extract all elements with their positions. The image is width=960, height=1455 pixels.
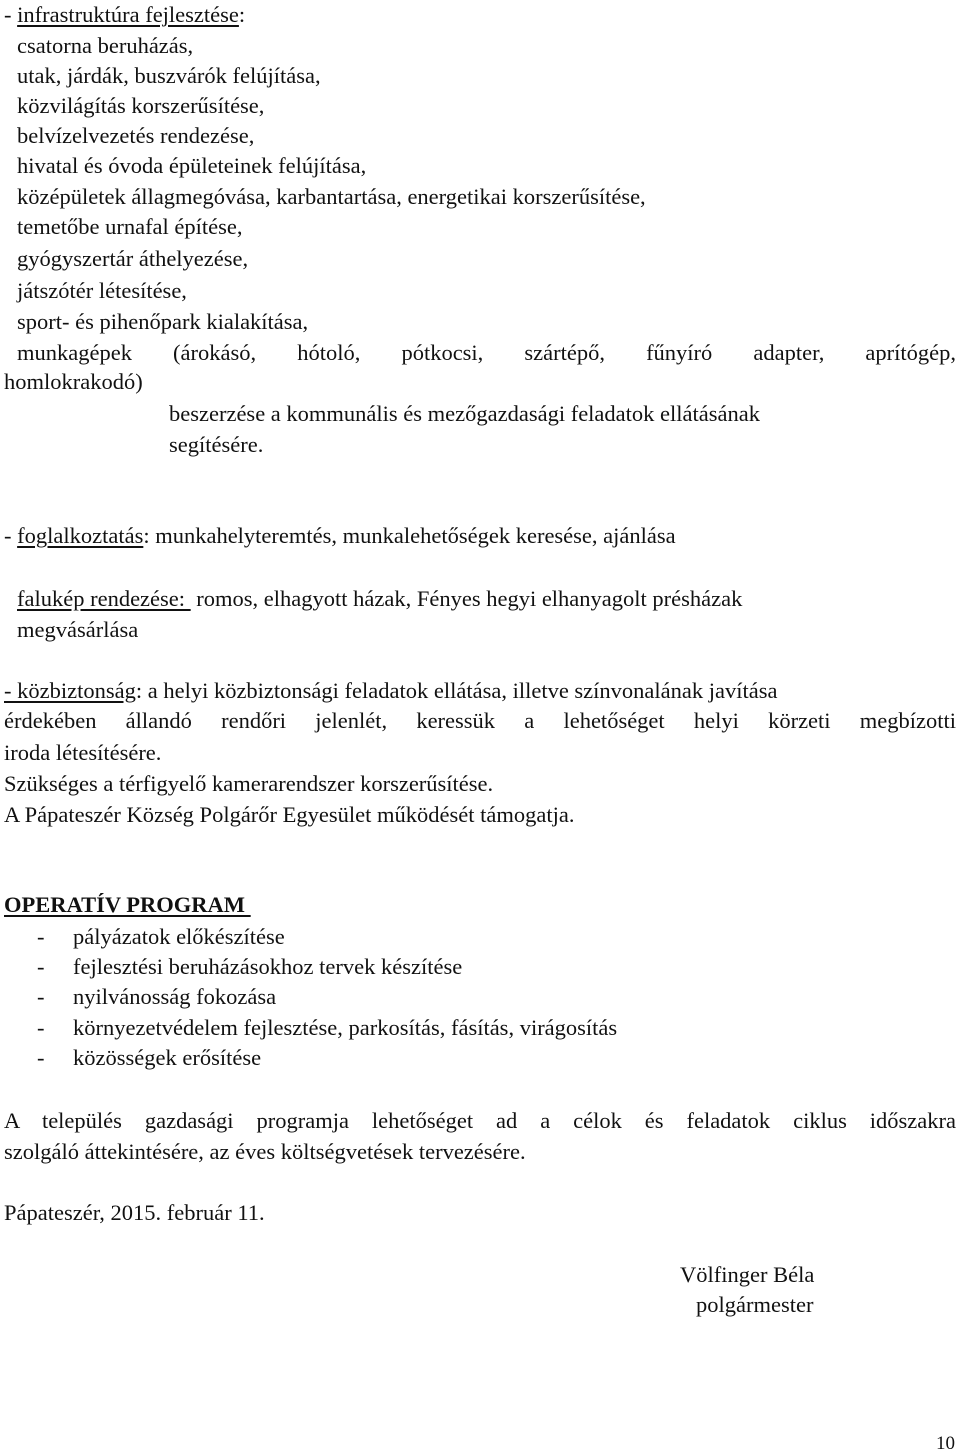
infra-item: utak, járdák, buszvárók felújítása, [17,63,321,88]
place-date: Pápateszér, 2015. február 11. [4,1200,265,1225]
list-dash: - [4,2,18,27]
operative-item: fejlesztési beruházásokhoz tervek készítése [73,954,463,979]
signature-title: polgármester [696,1292,814,1317]
security-line: A Pápateszér Község Polgárőr Egyesület működését támogatja. [4,802,575,827]
employment-title: foglalkoztatás [17,523,144,548]
infra-item: csatorna beruházás, [17,33,194,58]
list-dash: - [37,1045,45,1070]
list-dash: - [4,523,18,548]
infra-colon: : [238,2,246,27]
village-text: romos, elhagyott házak, Fényes hegyi elhanyagolt présházak [190,586,743,611]
infra-item: középületek állagmegóvása, karbantartása, energetikai korszerűsítése, [17,184,646,209]
village-paragraph [17,584,742,614]
infra-item: játszótér létesítése, [17,278,187,303]
infra-machines-line: homlokrakodó) [4,369,143,394]
list-dash: - [37,1015,45,1040]
employment-text: : munkahelyteremtés, munkalehetőségek keresése, ajánlása [143,523,676,548]
page-number: 10 [936,1433,955,1454]
signature-name: Völfinger Béla [680,1262,815,1287]
security-line: Szükséges a térfigyelő kamerarendszer korszerűsítése. [4,771,494,796]
infra-machines-line: beszerzése a kommunális és mezőgazdasági feladatok ellátásának [169,401,760,426]
operative-heading: OPERATÍV PROGRAM [4,892,251,917]
security-title: - közbiztonság [4,678,136,703]
infra-item: sport- és pihenőpark kialakítása, [17,309,309,334]
list-dash: - [37,954,45,979]
infra-item: közvilágítás korszerűsítése, [17,93,265,118]
infra-item: temetőbe urnafal építése, [17,214,243,239]
infra-machines-line: munkagépek (árokásó, hótoló, pótkocsi, szártépő, fűnyíró adapter, aprítógép, [17,340,956,365]
operative-item: közösségek erősítése [73,1045,262,1070]
village-line: megvásárlása [17,617,139,642]
employment-paragraph [4,521,676,551]
infra-machines-line: segítésére. [169,432,264,457]
village-title: falukép rendezése: [17,586,191,611]
operative-item: környezetvédelem fejlesztése, parkosítás, fásítás, virágosítás [73,1015,618,1040]
security-line: iroda létesítésére. [4,740,162,765]
operative-item: nyilvánosság fokozása [73,984,277,1009]
infra-title: infrastruktúra fejlesztése [17,2,239,27]
security-line: érdekében állandó rendőri jelenlét, keressük a lehetőséget helyi körzeti megbízotti [4,708,956,733]
closing-line: szolgáló áttekintésére, az éves költségvetések tervezésére. [4,1139,526,1164]
infra-item: gyógyszertár áthelyezése, [17,246,249,271]
list-dash: - [37,984,45,1009]
infra-heading [4,0,245,30]
security-text: : a helyi közbiztonsági feladatok ellátása, illetve színvonalának javítása [135,678,778,703]
infra-item: hivatal és óvoda épületeinek felújítása, [17,153,367,178]
closing-line: A település gazdasági programja lehetőséget ad a célok és feladatok ciklus időszakra [4,1108,956,1133]
infra-item: belvízelvezetés rendezése, [17,123,255,148]
operative-item: pályázatok előkészítése [73,924,285,949]
security-paragraph [4,676,777,706]
list-dash: - [37,924,45,949]
